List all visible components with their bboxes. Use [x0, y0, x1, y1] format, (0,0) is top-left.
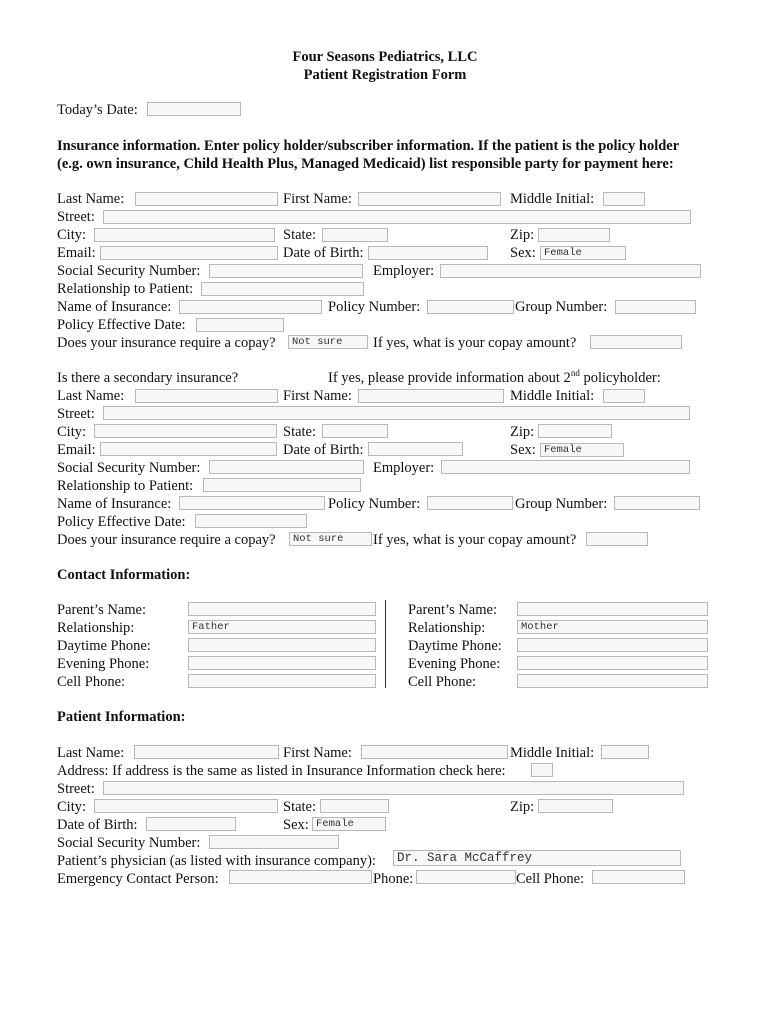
primary-policy-number-field[interactable] [427, 300, 514, 314]
emergency-cell-phone-field[interactable] [592, 870, 685, 884]
primary-sex-label: Sex: [510, 245, 536, 261]
secondary-relationship-field[interactable] [203, 478, 361, 492]
patient-last-name-field[interactable] [134, 745, 279, 759]
secondary-insurance-question: Is there a secondary insurance? [57, 370, 239, 386]
left-cell-phone-label: Cell Phone: [57, 674, 126, 690]
secondary-policy-number-field[interactable] [427, 496, 513, 510]
primary-employer-label: Employer: [373, 263, 435, 279]
patient-zip-field[interactable] [538, 799, 613, 813]
primary-sex-field[interactable]: Female [540, 246, 626, 260]
primary-relationship-field[interactable] [201, 282, 364, 296]
secondary-first-name-field[interactable] [358, 389, 504, 403]
secondary-group-number-label: Group Number: [515, 496, 608, 512]
primary-city-label: City: [57, 227, 87, 243]
patient-state-field[interactable] [320, 799, 389, 813]
primary-first-name-label: First Name: [283, 191, 352, 207]
patient-zip-label: Zip: [510, 799, 535, 815]
secondary-employer-label: Employer: [373, 460, 435, 476]
primary-copay-amount-field[interactable] [590, 335, 682, 349]
secondary-city-label: City: [57, 424, 87, 440]
patient-middle-initial-label: Middle Initial: [510, 745, 595, 761]
right-evening-phone-field[interactable] [517, 656, 708, 670]
secondary-provide-info-suffix: policyholder: [579, 370, 661, 386]
patient-first-name-field[interactable] [361, 745, 508, 759]
patient-city-label: City: [57, 799, 87, 815]
todays-date-label: Today’s Date: [57, 102, 138, 118]
left-evening-phone-field[interactable] [188, 656, 376, 670]
primary-state-label: State: [283, 227, 317, 243]
patient-heading: Patient Information: [57, 709, 186, 725]
patient-address-same-label: Address: If address is the same as listed in Insurance Information check here: [57, 763, 506, 779]
patient-street-label: Street: [57, 781, 95, 797]
patient-ssn-label: Social Security Number: [57, 835, 201, 851]
primary-group-number-field[interactable] [615, 300, 696, 314]
left-relationship-field[interactable]: Father [188, 620, 376, 634]
right-relationship-label: Relationship: [408, 620, 486, 636]
primary-dob-label: Date of Birth: [283, 245, 364, 261]
primary-street-field[interactable] [103, 210, 691, 224]
secondary-ssn-label: Social Security Number: [57, 460, 201, 476]
secondary-insurance-name-field[interactable] [179, 496, 325, 510]
right-parent-name-label: Parent’s Name: [408, 602, 497, 618]
primary-ssn-label: Social Security Number: [57, 263, 201, 279]
secondary-first-name-label: First Name: [283, 388, 352, 404]
primary-employer-field[interactable] [440, 264, 701, 278]
secondary-street-label: Street: [57, 406, 95, 422]
secondary-email-field[interactable] [100, 442, 277, 456]
patient-sex-label: Sex: [283, 817, 309, 833]
patient-sex-field[interactable]: Female [312, 817, 386, 831]
secondary-effective-date-field[interactable] [195, 514, 307, 528]
secondary-ssn-field[interactable] [209, 460, 364, 474]
contact-heading: Contact Information: [57, 567, 191, 583]
patient-address-same-checkbox[interactable] [531, 763, 553, 777]
insurance-intro-line-2: (e.g. own insurance, Child Health Plus, Managed Medicaid) list responsible party for payment here: [57, 156, 674, 172]
secondary-provide-info [328, 369, 661, 387]
right-cell-phone-field[interactable] [517, 674, 708, 688]
right-cell-phone-label: Cell Phone: [408, 674, 477, 690]
secondary-sex-field[interactable]: Female [540, 443, 624, 457]
right-relationship-field[interactable]: Mother [517, 620, 708, 634]
secondary-middle-initial-label: Middle Initial: [510, 388, 595, 404]
patient-dob-field[interactable] [146, 817, 236, 831]
primary-copay-amount-label: If yes, what is your copay amount? [373, 335, 577, 351]
primary-middle-initial-label: Middle Initial: [510, 191, 595, 207]
patient-ssn-field[interactable] [209, 835, 339, 849]
secondary-copay-question-label: Does your insurance require a copay? [57, 532, 276, 548]
patient-state-label: State: [283, 799, 317, 815]
primary-insurance-name-field[interactable] [179, 300, 322, 314]
secondary-dob-label: Date of Birth: [283, 442, 364, 458]
secondary-copay-amount-field[interactable] [586, 532, 648, 546]
left-parent-name-label: Parent’s Name: [57, 602, 146, 618]
primary-last-name-field[interactable] [135, 192, 278, 206]
emergency-contact-label: Emergency Contact Person: [57, 871, 219, 887]
primary-city-field[interactable] [94, 228, 275, 242]
secondary-state-field[interactable] [322, 424, 388, 438]
secondary-provide-info-text: If yes, please provide information about 2 [328, 370, 571, 386]
primary-insurance-name-label: Name of Insurance: [57, 299, 172, 315]
right-evening-phone-label: Evening Phone: [408, 656, 501, 672]
secondary-last-name-field[interactable] [135, 389, 278, 403]
secondary-email-label: Email: [57, 442, 96, 458]
patient-first-name-label: First Name: [283, 745, 352, 761]
secondary-sex-label: Sex: [510, 442, 536, 458]
primary-street-label: Street: [57, 209, 95, 225]
left-daytime-phone-field[interactable] [188, 638, 376, 652]
secondary-relationship-label: Relationship to Patient: [57, 478, 194, 494]
primary-middle-initial-field[interactable] [603, 192, 645, 206]
primary-dob-field[interactable] [368, 246, 488, 260]
left-daytime-phone-label: Daytime Phone: [57, 638, 151, 654]
secondary-zip-label: Zip: [510, 424, 535, 440]
primary-relationship-label: Relationship to Patient: [57, 281, 194, 297]
right-daytime-phone-field[interactable] [517, 638, 708, 652]
emergency-cell-phone-label: Cell Phone: [516, 871, 585, 887]
secondary-city-field[interactable] [94, 424, 277, 438]
secondary-copay-select[interactable]: Not sure [289, 532, 372, 546]
secondary-provide-info-sup: nd [570, 368, 580, 379]
primary-effective-date-label: Policy Effective Date: [57, 317, 186, 333]
patient-street-field[interactable] [103, 781, 684, 795]
secondary-last-name-label: Last Name: [57, 388, 125, 404]
right-daytime-phone-label: Daytime Phone: [408, 638, 502, 654]
secondary-group-number-field[interactable] [614, 496, 700, 510]
secondary-employer-field[interactable] [441, 460, 690, 474]
primary-group-number-label: Group Number: [515, 299, 608, 315]
patient-physician-label: Patient’s physician (as listed with insurance company): [57, 853, 376, 869]
primary-last-name-label: Last Name: [57, 191, 125, 207]
patient-dob-label: Date of Birth: [57, 817, 138, 833]
primary-effective-date-field[interactable] [196, 318, 284, 332]
insurance-intro-line-1: Insurance information. Enter policy holder/subscriber information. If the patient is the policy holder [57, 138, 680, 154]
left-evening-phone-label: Evening Phone: [57, 656, 150, 672]
primary-ssn-field[interactable] [209, 264, 363, 278]
primary-first-name-field[interactable] [358, 192, 501, 206]
patient-city-field[interactable] [94, 799, 278, 813]
primary-zip-field[interactable] [538, 228, 610, 242]
secondary-effective-date-label: Policy Effective Date: [57, 514, 186, 530]
patient-middle-initial-field[interactable] [601, 745, 649, 759]
left-parent-name-field[interactable] [188, 602, 376, 616]
contact-divider [385, 600, 386, 688]
secondary-copay-amount-label: If yes, what is your copay amount? [373, 532, 577, 548]
left-cell-phone-field[interactable] [188, 674, 376, 688]
primary-email-label: Email: [57, 245, 96, 261]
secondary-zip-field[interactable] [538, 424, 612, 438]
secondary-state-label: State: [283, 424, 317, 440]
emergency-contact-field[interactable] [229, 870, 372, 884]
primary-policy-number-label: Policy Number: [328, 299, 421, 315]
primary-state-field[interactable] [322, 228, 388, 242]
right-parent-name-field[interactable] [517, 602, 708, 616]
secondary-insurance-name-label: Name of Insurance: [57, 496, 172, 512]
primary-zip-label: Zip: [510, 227, 535, 243]
todays-date-field[interactable] [147, 102, 241, 116]
emergency-phone-label: Phone: [373, 871, 414, 887]
secondary-dob-field[interactable] [368, 442, 463, 456]
left-relationship-label: Relationship: [57, 620, 135, 636]
emergency-phone-field[interactable] [416, 870, 516, 884]
form-title: Patient Registration Form [303, 67, 467, 83]
primary-email-field[interactable] [100, 246, 278, 260]
patient-last-name-label: Last Name: [57, 745, 125, 761]
patient-physician-field[interactable]: Dr. Sara McCaffrey [393, 850, 681, 866]
organization-name: Four Seasons Pediatrics, LLC [292, 49, 478, 65]
secondary-street-field[interactable] [103, 406, 690, 420]
primary-copay-question-label: Does your insurance require a copay? [57, 335, 276, 351]
secondary-middle-initial-field[interactable] [603, 389, 645, 403]
secondary-policy-number-label: Policy Number: [328, 496, 421, 512]
primary-copay-select[interactable]: Not sure [288, 335, 368, 349]
